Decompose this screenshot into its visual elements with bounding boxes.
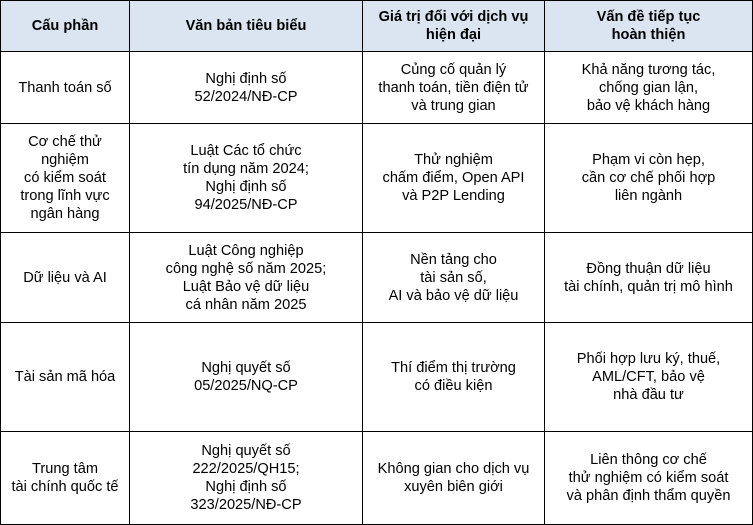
header-value-modern-services: Giá trị đối với dịch vụ hiện đại	[363, 1, 545, 52]
cell-component: Thanh toán số	[1, 52, 130, 124]
cell-value: Củng cố quản lý thanh toán, tiền điện tử và trung gian	[363, 52, 545, 124]
table-row	[1, 432, 753, 525]
cell-documents: Luật Các tổ chức tín dụng năm 2024; Nghị định số 94/2025/NĐ-CP	[130, 124, 363, 233]
cell-documents: Nghị quyết số 222/2025/QH15; Nghị định số 323/2025/NĐ-CP	[130, 432, 363, 525]
table-row	[1, 124, 753, 233]
cell-value: Thử nghiệm chấm điểm, Open API và P2P Lending	[363, 124, 545, 233]
cell-value: Nền tảng cho tài sản số, AI và bảo vệ dữ liệu	[363, 233, 545, 323]
header-component: Cấu phần	[1, 1, 130, 52]
cell-component: Cơ chế thử nghiệm có kiểm soát trong lĩnh vực ngân hàng	[1, 124, 130, 233]
table-row	[1, 52, 753, 124]
cell-component: Dữ liệu và AI	[1, 233, 130, 323]
cell-documents: Luật Công nghiệp công nghệ số năm 2025; Luật Bảo vệ dữ liệu cá nhân năm 2025	[130, 233, 363, 323]
cell-issues: Phối hợp lưu ký, thuế, AML/CFT, bảo vệ nhà đầu tư	[545, 323, 753, 432]
header-key-documents: Văn bản tiêu biểu	[130, 1, 363, 52]
cell-value: Không gian cho dịch vụ xuyên biên giới	[363, 432, 545, 525]
header-issues-to-improve: Vấn đề tiếp tục hoàn thiện	[545, 1, 753, 52]
cell-issues: Phạm vi còn hẹp, cần cơ chế phối hợp liên ngành	[545, 124, 753, 233]
cell-documents: Nghị quyết số 05/2025/NQ-CP	[130, 323, 363, 432]
cell-component: Tài sản mã hóa	[1, 323, 130, 432]
cell-issues: Đồng thuận dữ liệu tài chính, quản trị mô hình	[545, 233, 753, 323]
cell-value: Thí điểm thị trường có điều kiện	[363, 323, 545, 432]
cell-documents: Nghị định số 52/2024/NĐ-CP	[130, 52, 363, 124]
cell-component: Trung tâm tài chính quốc tế	[1, 432, 130, 525]
header-row	[1, 1, 753, 52]
cell-issues: Liên thông cơ chế thử nghiệm có kiểm soát và phân định thẩm quyền	[545, 432, 753, 525]
cell-issues: Khả năng tương tác, chống gian lận, bảo vệ khách hàng	[545, 52, 753, 124]
table-row	[1, 233, 753, 323]
table-row	[1, 323, 753, 432]
